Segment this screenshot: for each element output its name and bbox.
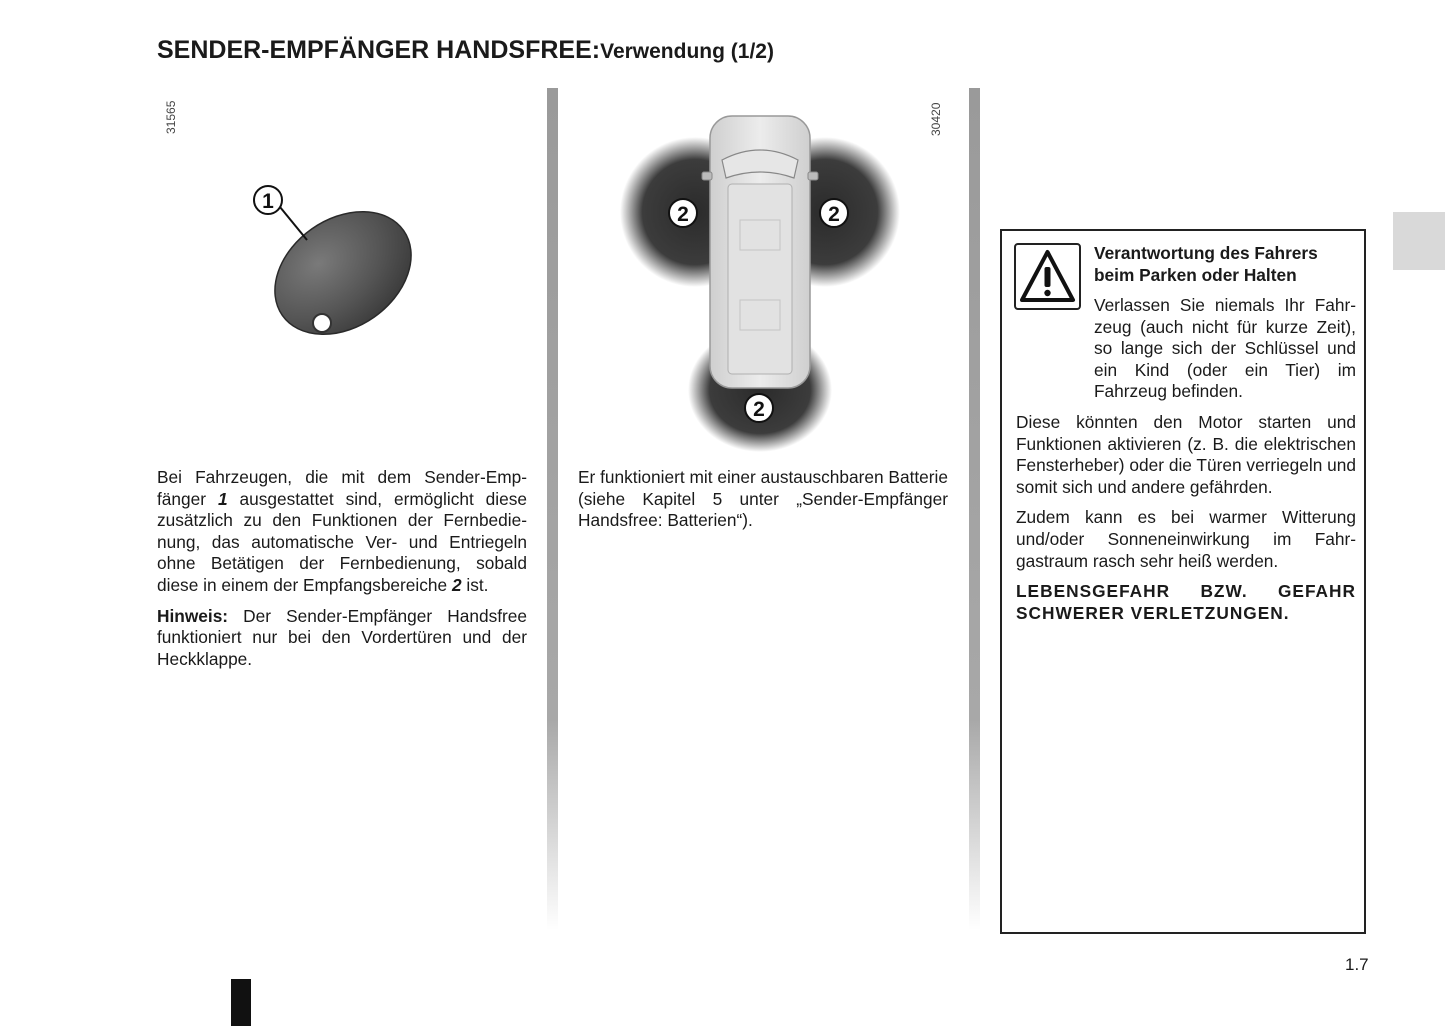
margin-marker <box>231 979 251 1026</box>
figure-code-2: 30420 <box>929 102 943 136</box>
van-mirror-right <box>808 172 818 180</box>
key-fob-body <box>251 186 434 350</box>
note-label: Hinweis: <box>157 605 229 626</box>
warning-paragraph-3: Zudem kann es bei warmer Witterung und/oder Sonneneinwirkung im Fahrgastraum rasch sehr heiß werden. <box>1016 507 1356 571</box>
van-mirror-left <box>702 172 712 180</box>
column1-note <box>157 606 527 671</box>
figure-code-1: 31565 <box>164 100 178 134</box>
vehicle-zones-illustration <box>610 100 910 460</box>
callout-label-2-left: 2 <box>677 203 689 226</box>
callout-line-1 <box>280 207 307 240</box>
warning-paragraph-2: Diese könnten den Motor starten und Funktionen aktivieren (z. B. die elektrischen Fensterheber) oder die Türen verriegeln und somit sich und andere gefährden. <box>1016 411 1356 497</box>
note-text: Der Sender-Empfänger Handsfree funktioniert nur bei den Vordertüren und der Heckklappe. <box>157 605 527 669</box>
callout-label-1: 1 <box>262 190 274 213</box>
page-title <box>157 36 774 65</box>
column-divider-1 <box>547 88 558 930</box>
warning-paragraph-4: LEBENSGEFAHR BZW. GEFAHR SCHWERER VERLETZUNGEN. <box>1016 581 1356 623</box>
column1-text <box>157 467 527 679</box>
column1-paragraph: Bei Fahrzeugen, die mit dem Sender-Empfänger 1 ausgestattet sind, ermöglicht diese zusätzlich zu den Funktionen der Fernbedienung, das automatische Ver- und Entriegeln ohne Betätigen der Fernbedienung, sobald diese in einem der Empfangsbereiche 2 ist. <box>157 467 527 595</box>
key-ring-hole <box>313 314 331 332</box>
column2-text <box>578 467 948 541</box>
warning-paragraph-1: Verlassen Sie niemals Ihr Fahrzeug (auch nicht für kurze Zeit), so lange sich der Schlüssel und ein Kind (oder ein Tier) im Fahrzeug befinden. <box>1094 295 1356 402</box>
warning-text <box>1016 295 1356 633</box>
page-number: 1.7 <box>1345 955 1369 974</box>
warning-heading: Verantwortung des Fahrers beim Parken oder Halten <box>1094 243 1318 285</box>
key-fob-illustration <box>240 180 440 350</box>
page-title-main: SENDER-EMPFÄNGER HANDSFREE: <box>157 36 601 64</box>
callout-label-2-right: 2 <box>828 203 840 226</box>
chapter-tab <box>1393 212 1445 270</box>
warning-box <box>1000 229 1366 934</box>
callout-label-2-rear: 2 <box>753 398 765 421</box>
column2-paragraph: Er funktioniert mit einer austauschbaren Batterie (siehe Kapitel 5 unter „Sender-Empfänger Handsfree: Batterien“). <box>578 467 948 531</box>
page-title-sub: Verwendung (1/2) <box>600 40 774 63</box>
van-roof <box>728 184 792 374</box>
column-divider-2 <box>969 88 980 930</box>
